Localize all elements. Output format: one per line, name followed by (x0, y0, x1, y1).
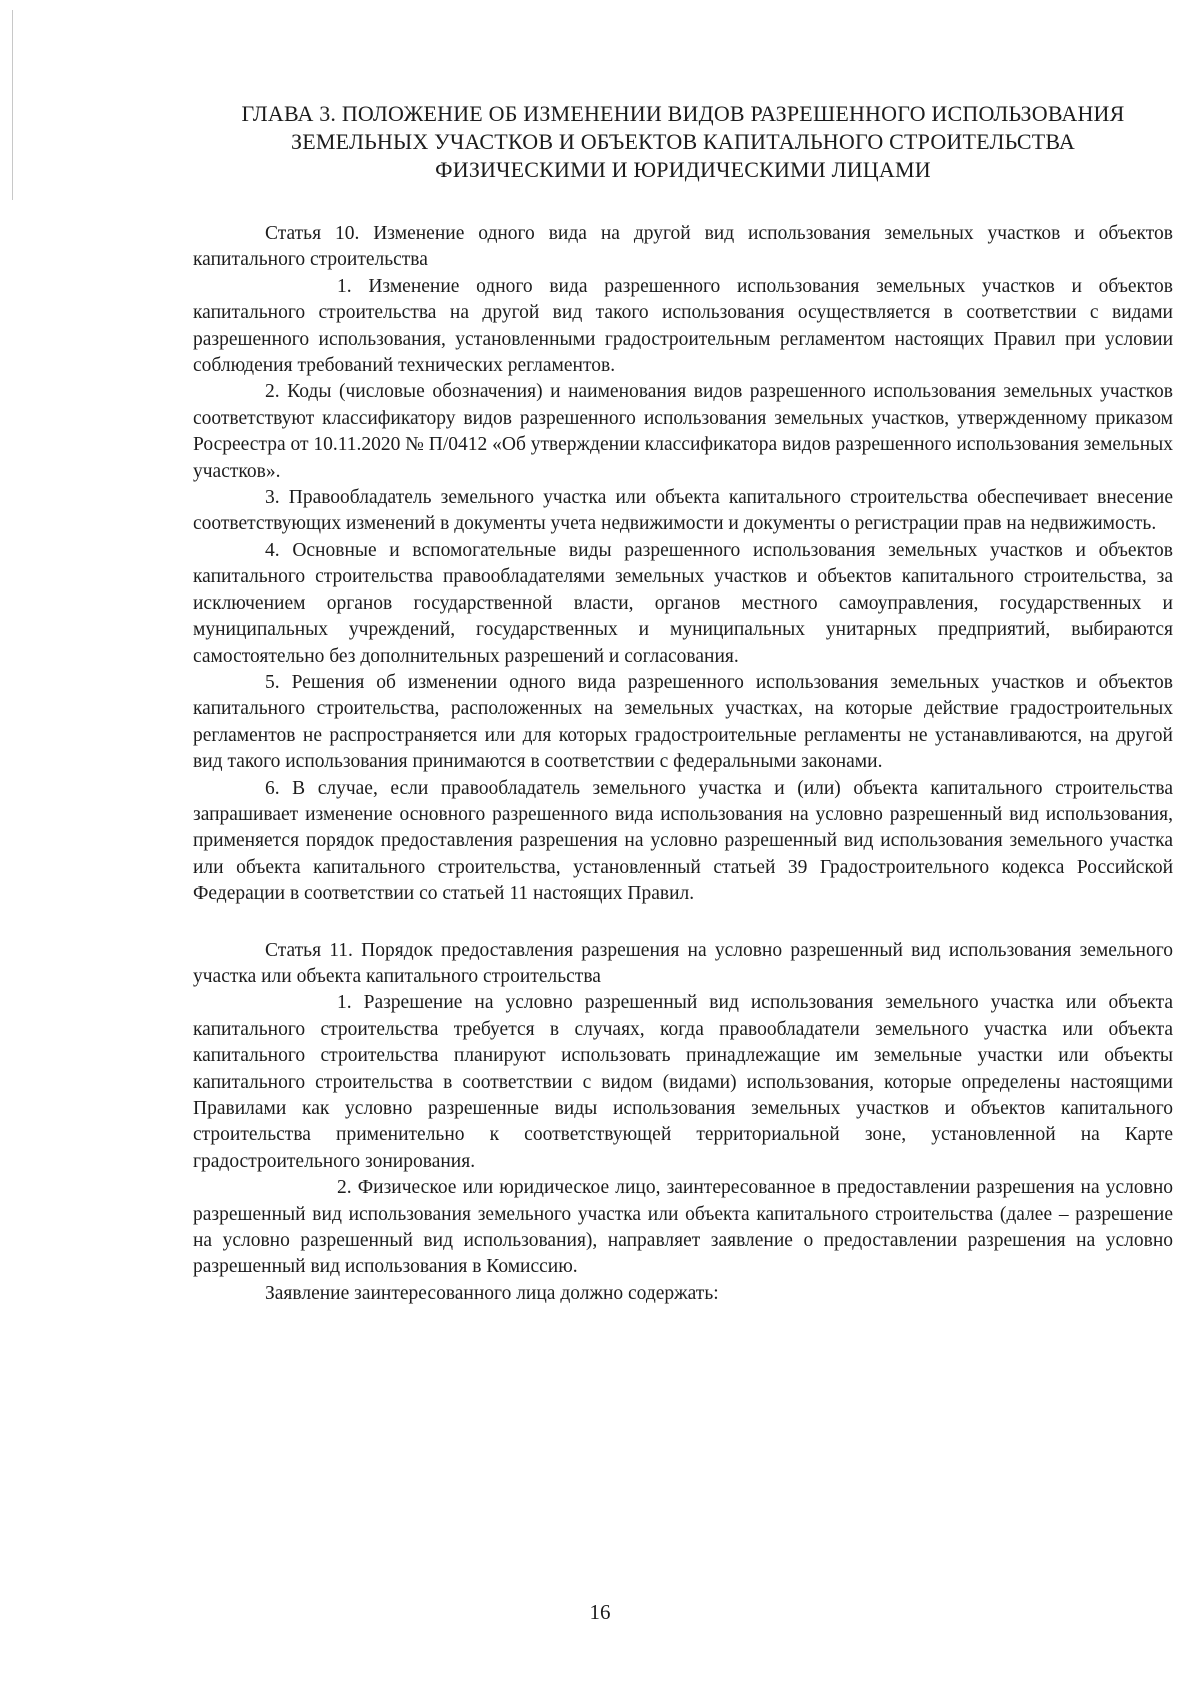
paragraph-text: Разрешение на условно разрешенный вид использования земельного участка или объекта капитального строительства требуется в случаях, когда правообладатели земельного участка или объекта капитального строительства планируют использовать принадлежащие им земельные участки или объекты капитального строительства в соответствии с видом (видами) использования, которые определены настоящими Правилами как условно разрешенные виды использования земельных участков и объектов капитального строительства применительно к соответствующей территориальной зоне, установленной на Карте градостроительного зонирования. (193, 992, 1174, 1172)
chapter-title-line: ЗЕМЕЛЬНЫХ УЧАСТКОВ И ОБЪЕКТОВ КАПИТАЛЬНОГО СТРОИТЕЛЬСТВА (290, 129, 1075, 154)
paragraph-number: 2. (337, 1177, 352, 1199)
article-11 (193, 938, 1173, 1308)
closing-line: Заявление заинтересованного лица должно содержать: (265, 1282, 719, 1304)
chapter-title-line: ГЛАВА 3. ПОЛОЖЕНИЕ ОБ ИЗМЕНЕНИИ ВИДОВ РАЗРЕШЕННОГО ИСПОЛЬЗОВАНИЯ (241, 101, 1125, 126)
paragraph-text: Физическое или юридическое лицо, заинтересованное в предоставлении разрешения на условно разрешенный вид использования земельного участка или объекта капитального строительства (далее – разрешение на условно разрешенный вид использования), направляет заявление о предоставлении разрешения на условно разрешенный вид использования в Комиссию. (193, 1177, 1174, 1278)
paragraph-number: 1. (337, 275, 352, 297)
article-heading: Статья 11. Порядок предоставления разрешения на условно разрешенный вид использования земельного участка или объекта капитального строительства (193, 939, 1173, 987)
scan-edge-line (12, 10, 13, 200)
paragraph-text: В случае, если правообладатель земельного участка и (или) объекта капитального строительства запрашивает изменение основного разрешенного вида использования на условно разрешенный вид использования, применяется порядок предоставления разрешения на условно разрешенный вид использования земельного участка или объекта капитального строительства, установленный статьей 39 Градостроительного кодекса Российской Федерации в соответствии со статьей 11 настоящих Правил. (193, 777, 1173, 905)
article-10 (193, 221, 1173, 908)
paragraph-number: 5. (265, 671, 280, 693)
page-number: 16 (589, 1600, 611, 1624)
paragraph-text: Основные и вспомогательные виды разрешенного использования земельных участков и объектов капитального строительства правообладателями земельных участков и объектов капитального строительства, за исключением органов государственной власти, органов местного самоуправления, государственных и муниципальных учреждений, государственных и муниципальных унитарных предприятий, выбираются самостоятельно без дополнительных разрешений и согласования. (193, 539, 1174, 667)
article-heading: Статья 10. Изменение одного вида на другой вид использования земельных участков и объектов капитального строительства (193, 223, 1173, 271)
document-page (193, 100, 1173, 1307)
article-paragraph (193, 670, 1173, 776)
article-paragraph (193, 776, 1173, 908)
article-paragraph (193, 990, 1173, 1175)
article-paragraph (193, 379, 1173, 485)
article-paragraph (193, 274, 1173, 380)
paragraph-number: 2. (265, 381, 280, 403)
article-paragraph (193, 538, 1173, 670)
paragraph-text: Правообладатель земельного участка или объекта капитального строительства обеспечивает внесение соответствующих изменений в документы учета недвижимости и документы о регистрации прав на недвижимость. (193, 487, 1173, 535)
paragraph-number: 4. (265, 539, 280, 561)
article-paragraph (193, 1175, 1173, 1281)
article-paragraph (193, 485, 1173, 538)
chapter-title-line: ФИЗИЧЕСКИМИ И ЮРИДИЧЕСКИМИ ЛИЦАМИ (435, 157, 931, 182)
chapter-title (193, 100, 1173, 184)
paragraph-text: Решения об изменении одного вида разрешенного использования земельных участков и объектов капитального строительства, расположенных на земельных участках, на которые действие градостроительных регламентов не распространяется или для которых градостроительные регламенты не устанавливаются, на другой вид такого использования принимаются в соответствии с федеральными законами. (193, 671, 1174, 773)
paragraph-text: Коды (числовые обозначения) и наименования видов разрешенного использования земельных участков соответствуют классификатору видов разрешенного использования земельных участков, утвержденному приказом Росреестра от 10.11.2020 № П/0412 «Об утверждении классификатора видов разрешенного использования земельных участков». (193, 381, 1174, 482)
paragraph-number: 6. (265, 777, 280, 799)
paragraph-number: 3. (265, 487, 280, 509)
paragraph-number: 1. (337, 992, 352, 1014)
article-spacer (193, 908, 1173, 938)
paragraph-text: Изменение одного вида разрешенного использования земельных участков и объектов капитального строительства на другой вид такого использования осуществляется в соответствии с видами разрешенного использования, установленными градостроительным регламентом настоящих Правил при условии соблюдения требований технических регламентов. (193, 275, 1173, 377)
